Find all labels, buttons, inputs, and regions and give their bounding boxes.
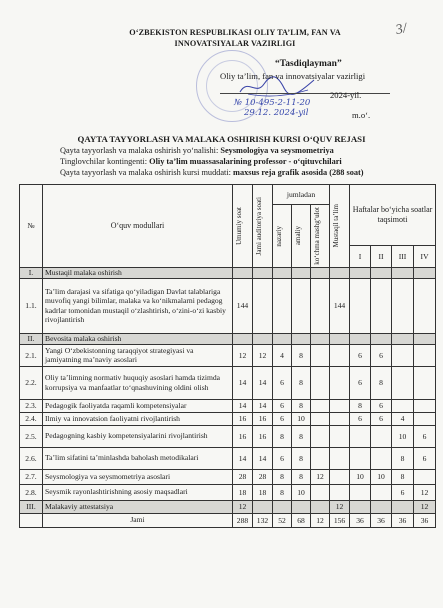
plan-title: QAYTA TAYYORLASH VA MALAKA OSHIRISH KURSI O‘QUV REJASI	[77, 134, 366, 144]
approver-line: Oliy ta’lim, fan va innovatsiyalar vazirligi	[220, 71, 366, 81]
col-header-practical-text: amaliy	[294, 226, 302, 246]
week-1-hours: 10	[350, 469, 371, 484]
week-2-hours	[371, 278, 392, 333]
week-3-hours	[392, 500, 414, 513]
order-date: 29.12. 2024-yil	[244, 108, 309, 118]
offsite-hours	[311, 399, 330, 412]
order-number: № 10-495-2-11-20	[234, 98, 311, 108]
week-3-hours: 6	[392, 484, 414, 500]
table-row	[20, 469, 436, 484]
week-4-hours	[414, 333, 436, 344]
info-duration-label: Qayta tayyorlash va malaka oshirish kursi muddati:	[60, 168, 234, 177]
info-direction-label: Qayta tayyorlash va malaka oshirish yo‘nalishi:	[60, 146, 221, 155]
week-2-hours: 6	[371, 412, 392, 425]
week-4-hours	[414, 469, 436, 484]
table-row	[20, 399, 436, 412]
week-1-hours: 36	[350, 513, 371, 527]
independent-hours	[330, 484, 350, 500]
offsite-hours	[311, 344, 330, 366]
info-contingent-label: Tinglovchilar kontingenti:	[60, 157, 150, 166]
theory-hours	[273, 333, 292, 344]
offsite-hours	[311, 267, 330, 278]
approved-label: “Tasdiqlayman”	[275, 59, 342, 69]
col-header-theory	[273, 205, 292, 268]
row-number: 2.1.	[20, 344, 43, 366]
week-3-hours: 4	[392, 412, 414, 425]
week-3-hours: 36	[392, 513, 414, 527]
theory-hours	[273, 267, 292, 278]
table-row	[20, 366, 436, 399]
theory-hours	[273, 278, 292, 333]
theory-hours: 6	[273, 412, 292, 425]
module-name: Bevosita malaka oshirish	[43, 333, 233, 344]
table-row	[20, 500, 436, 513]
independent-hours	[330, 333, 350, 344]
ministry-header	[100, 27, 370, 49]
independent-hours	[330, 412, 350, 425]
ministry-line-2: INNOVATSIYALAR VAZIRLIGI	[174, 39, 296, 48]
practical-hours	[292, 500, 311, 513]
practical-hours: 10	[292, 484, 311, 500]
col-header-practical	[292, 205, 311, 268]
week-4-hours: 6	[414, 425, 436, 447]
week-2-hours	[371, 333, 392, 344]
week-1-hours	[350, 425, 371, 447]
practical-hours: 8	[292, 366, 311, 399]
offsite-hours	[311, 412, 330, 425]
week-2-hours	[371, 500, 392, 513]
week-3-hours: 8	[392, 469, 414, 484]
week-4-hours	[414, 278, 436, 333]
col-header-of-which: jumladan	[273, 185, 330, 205]
offsite-hours: 12	[311, 469, 330, 484]
module-name: Ilmiy va innovatsion faoliyatni rivojlantirish	[43, 412, 233, 425]
independent-hours	[330, 366, 350, 399]
practical-hours	[292, 278, 311, 333]
section-row	[20, 333, 436, 344]
auditory-hours: 132	[253, 513, 273, 527]
auditory-hours: 16	[253, 412, 273, 425]
week-4-hours: 12	[414, 500, 436, 513]
col-header-auditory-text: Jami auditoriya soati	[255, 196, 263, 256]
row-number: I.	[20, 267, 43, 278]
module-name: Jami	[43, 513, 233, 527]
week-2-hours: 36	[371, 513, 392, 527]
row-number: II.	[20, 333, 43, 344]
module-name: Mustaqil malaka oshirish	[43, 267, 233, 278]
auditory-hours: 18	[253, 484, 273, 500]
week-3-hours	[392, 267, 414, 278]
total-hours: 288	[233, 513, 253, 527]
week-4-hours	[414, 412, 436, 425]
practical-hours: 8	[292, 425, 311, 447]
week-header-2: II	[371, 245, 392, 267]
theory-hours: 8	[273, 484, 292, 500]
auditory-hours: 14	[253, 366, 273, 399]
row-number: 2.6.	[20, 447, 43, 469]
row-number: 1.1.	[20, 278, 43, 333]
table-row	[20, 278, 436, 333]
independent-hours	[330, 469, 350, 484]
practical-hours: 68	[292, 513, 311, 527]
header-row-1	[20, 185, 436, 205]
week-3-hours	[392, 333, 414, 344]
theory-hours: 8	[273, 469, 292, 484]
week-4-hours: 36	[414, 513, 436, 527]
col-header-weekly: Haftalar bo‘yicha soatlar taqsimoti	[350, 185, 436, 246]
total-hours: 14	[233, 366, 253, 399]
week-3-hours: 10	[392, 425, 414, 447]
independent-hours	[330, 344, 350, 366]
week-2-hours: 6	[371, 399, 392, 412]
theory-hours: 4	[273, 344, 292, 366]
table-row	[20, 447, 436, 469]
auditory-hours: 14	[253, 399, 273, 412]
week-2-hours	[371, 447, 392, 469]
curriculum-table	[19, 184, 436, 528]
week-1-hours	[350, 500, 371, 513]
total-hours: 16	[233, 425, 253, 447]
col-header-theory-text: nazariy	[275, 225, 283, 247]
row-number: 2.4.	[20, 412, 43, 425]
total-hours: 16	[233, 412, 253, 425]
row-number: 2.7.	[20, 469, 43, 484]
week-4-hours	[414, 267, 436, 278]
module-name: Oliy ta’limning normativ huquqiy asoslari hamda tizimda korrupsiya va manfaatlar to‘qnashuvining oldini olish	[43, 366, 233, 399]
table-body	[20, 267, 436, 527]
independent-hours: 12	[330, 500, 350, 513]
week-4-hours: 6	[414, 447, 436, 469]
auditory-hours	[253, 500, 273, 513]
seal-place-label: m.o‘.	[352, 110, 371, 120]
row-number: III.	[20, 500, 43, 513]
offsite-hours	[311, 447, 330, 469]
auditory-hours: 16	[253, 425, 273, 447]
module-name: Ta’lim darajasi va sifatiga qo‘yiladigan Davlat talablariga muvofiq yangi bilimlar, malaka va ko‘nikmalarni pedagog kadrlar tomonidan mustaqil o‘zlashtirish, o‘zini-o‘zi kasbiy rivojlantirish	[43, 278, 233, 333]
auditory-hours: 28	[253, 469, 273, 484]
practical-hours: 10	[292, 412, 311, 425]
col-header-modules: O‘quv modullari	[43, 185, 233, 268]
offsite-hours	[311, 333, 330, 344]
col-header-independent-text: Mustaqil ta’lim	[332, 204, 341, 248]
week-1-hours	[350, 278, 371, 333]
independent-hours	[330, 399, 350, 412]
total-hours: 144	[233, 278, 253, 333]
week-1-hours	[350, 484, 371, 500]
auditory-hours	[253, 278, 273, 333]
row-number	[20, 513, 43, 527]
total-hours: 12	[233, 500, 253, 513]
module-name: Ta’lim sifatini ta’minlashda baholash metodikalari	[43, 447, 233, 469]
week-4-hours	[414, 399, 436, 412]
total-hours: 14	[233, 447, 253, 469]
practical-hours: 8	[292, 469, 311, 484]
table-row	[20, 425, 436, 447]
total-hours	[233, 333, 253, 344]
week-1-hours: 6	[350, 366, 371, 399]
row-number: 2.8.	[20, 484, 43, 500]
table-row	[20, 344, 436, 366]
module-name: Pedagogning kasbiy kompetensiyalarini rivojlantirish	[43, 425, 233, 447]
module-name: Malakaviy attestatsiya	[43, 500, 233, 513]
col-header-no: №	[20, 185, 43, 268]
week-3-hours	[392, 399, 414, 412]
row-number: 2.2.	[20, 366, 43, 399]
col-header-offsite	[311, 205, 330, 268]
row-number: 2.3.	[20, 399, 43, 412]
week-2-hours	[371, 267, 392, 278]
theory-hours	[273, 500, 292, 513]
info-direction-value: Seysmologiya va seysmometriya	[220, 146, 334, 155]
week-header-4: IV	[414, 245, 436, 267]
independent-hours	[330, 267, 350, 278]
corner-handwritten-mark: 3/	[394, 21, 409, 38]
offsite-hours	[311, 278, 330, 333]
year-suffix: 2024-yil.	[330, 90, 362, 100]
week-3-hours: 8	[392, 447, 414, 469]
week-2-hours: 8	[371, 366, 392, 399]
offsite-hours	[311, 500, 330, 513]
total-hours	[233, 267, 253, 278]
total-hours: 28	[233, 469, 253, 484]
info-direction	[60, 146, 334, 157]
week-2-hours	[371, 484, 392, 500]
theory-hours: 6	[273, 399, 292, 412]
total-hours: 12	[233, 344, 253, 366]
col-header-auditory	[253, 185, 273, 268]
col-header-offsite-text: ko‘chma mashg‘ulot	[313, 207, 321, 265]
independent-hours	[330, 447, 350, 469]
offsite-hours: 12	[311, 513, 330, 527]
theory-hours: 6	[273, 447, 292, 469]
week-1-hours: 6	[350, 412, 371, 425]
table-row	[20, 412, 436, 425]
row-number: 2.5.	[20, 425, 43, 447]
week-1-hours: 6	[350, 344, 371, 366]
practical-hours: 8	[292, 344, 311, 366]
module-name: Pedagogik faoliyatda raqamli kompetensiyalar	[43, 399, 233, 412]
week-4-hours	[414, 344, 436, 366]
col-header-total	[233, 185, 253, 268]
info-duration-value: maxsus reja grafik asosida (288 soat)	[233, 168, 364, 177]
practical-hours	[292, 333, 311, 344]
offsite-hours	[311, 425, 330, 447]
practical-hours: 8	[292, 399, 311, 412]
week-3-hours	[392, 366, 414, 399]
module-name: Seysmik rayonlashtirishning asosiy maqsadlari	[43, 484, 233, 500]
week-3-hours	[392, 278, 414, 333]
auditory-hours: 12	[253, 344, 273, 366]
week-2-hours	[371, 425, 392, 447]
info-duration	[60, 168, 364, 179]
auditory-hours	[253, 333, 273, 344]
ministry-line-1: O‘ZBEKISTON RESPUBLIKASI OLIY TA’LIM, FAN VA	[129, 28, 341, 37]
offsite-hours	[311, 484, 330, 500]
auditory-hours: 14	[253, 447, 273, 469]
info-contingent-value: Oliy ta’lim muassasalarining professor - o‘qituvchilari	[149, 157, 342, 166]
week-header-3: III	[392, 245, 414, 267]
week-1-hours	[350, 447, 371, 469]
theory-hours: 52	[273, 513, 292, 527]
independent-hours	[330, 425, 350, 447]
practical-hours	[292, 267, 311, 278]
offsite-hours	[311, 366, 330, 399]
theory-hours: 8	[273, 425, 292, 447]
total-hours: 18	[233, 484, 253, 500]
theory-hours: 6	[273, 366, 292, 399]
week-header-1: I	[350, 245, 371, 267]
module-name: Seysmologiya va seysmometriya asoslari	[43, 469, 233, 484]
col-header-total-text: Umumiy soat	[235, 206, 243, 245]
practical-hours: 8	[292, 447, 311, 469]
total-hours: 14	[233, 399, 253, 412]
week-3-hours	[392, 344, 414, 366]
independent-hours: 156	[330, 513, 350, 527]
week-2-hours: 10	[371, 469, 392, 484]
week-4-hours: 12	[414, 484, 436, 500]
week-1-hours	[350, 333, 371, 344]
week-2-hours: 6	[371, 344, 392, 366]
info-contingent	[60, 157, 342, 168]
table-row	[20, 484, 436, 500]
week-1-hours	[350, 267, 371, 278]
col-header-independent	[330, 185, 350, 268]
signature-line	[220, 84, 390, 94]
week-4-hours	[414, 366, 436, 399]
section-row	[20, 267, 436, 278]
week-1-hours: 8	[350, 399, 371, 412]
total-row	[20, 513, 436, 527]
auditory-hours	[253, 267, 273, 278]
independent-hours: 144	[330, 278, 350, 333]
module-name: Yangi O‘zbekistonning taraqqiyot strategiyasi va jamiyatning ma’naviy asoslari	[43, 344, 233, 366]
